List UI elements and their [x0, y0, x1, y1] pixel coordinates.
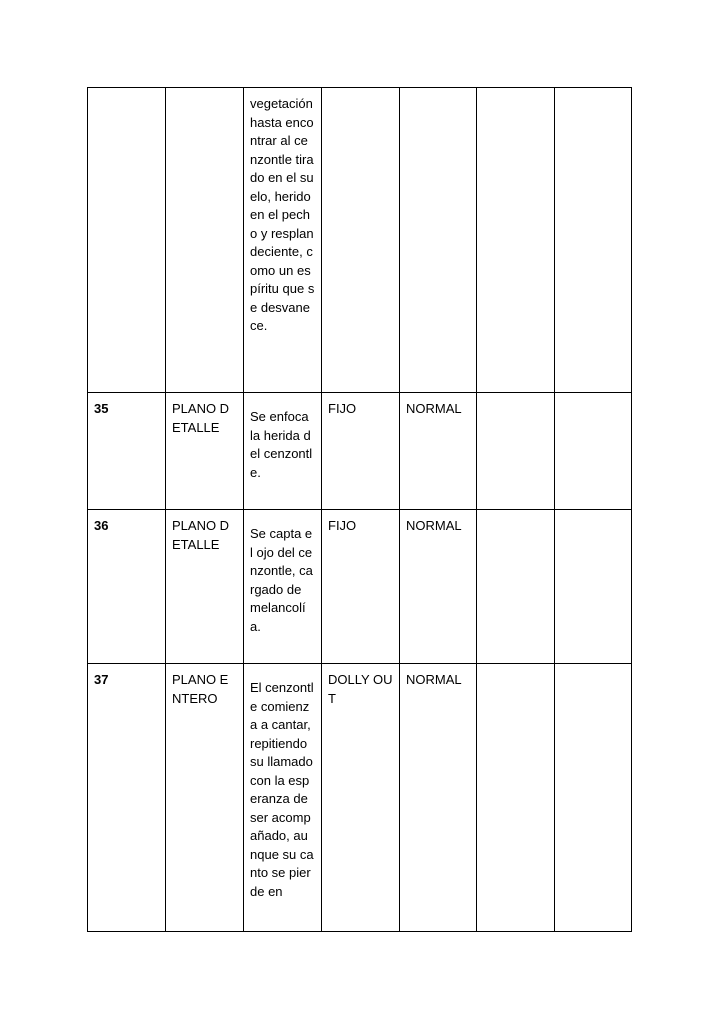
speed-cell: NORMAL	[400, 664, 477, 932]
shot-number-cell: 36	[88, 510, 166, 664]
table-row	[88, 664, 632, 932]
extra-cell	[555, 510, 632, 664]
description-text: vegetación hasta encontrar al cenzontle tirado en el suelo, herido en el pecho y resplandeciente, como un espíritu que se desvanece.	[250, 96, 315, 333]
shot-number-cell: 35	[88, 393, 166, 510]
extra-cell	[477, 393, 555, 510]
extra-cell	[477, 88, 555, 393]
extra-cell	[477, 510, 555, 664]
camera-movement-cell: DOLLY OUT	[322, 664, 400, 932]
speed-cell: NORMAL	[400, 510, 477, 664]
description-text: Se enfoca la herida del cenzontle.	[250, 409, 313, 480]
speed-cell	[400, 88, 477, 393]
table-row	[88, 393, 632, 510]
speed-cell: NORMAL	[400, 393, 477, 510]
table-row	[88, 88, 632, 393]
extra-cell	[555, 88, 632, 393]
extra-cell	[555, 393, 632, 510]
extra-cell	[555, 664, 632, 932]
shot-type-cell	[166, 88, 244, 393]
description-text: Se capta el ojo del cenzontle, cargado de melancolía.	[250, 526, 313, 634]
shot-list-table	[87, 87, 632, 932]
description-cell	[244, 510, 322, 664]
description-cell	[244, 664, 322, 932]
camera-movement-cell: FIJO	[322, 510, 400, 664]
shot-number-cell: 37	[88, 664, 166, 932]
camera-movement-cell: FIJO	[322, 393, 400, 510]
description-text: El cenzontle comienza a cantar, repitiendo su llamado con la esperanza de ser acompañado, aunque su canto se pierde en	[250, 680, 314, 899]
shot-type-cell: PLANO DETALLE	[166, 393, 244, 510]
table-row	[88, 510, 632, 664]
description-cell	[244, 88, 322, 393]
camera-movement-cell	[322, 88, 400, 393]
extra-cell	[477, 664, 555, 932]
shot-type-cell: PLANO ENTERO	[166, 664, 244, 932]
description-cell	[244, 393, 322, 510]
shot-number-cell	[88, 88, 166, 393]
shot-type-cell: PLANO DETALLE	[166, 510, 244, 664]
